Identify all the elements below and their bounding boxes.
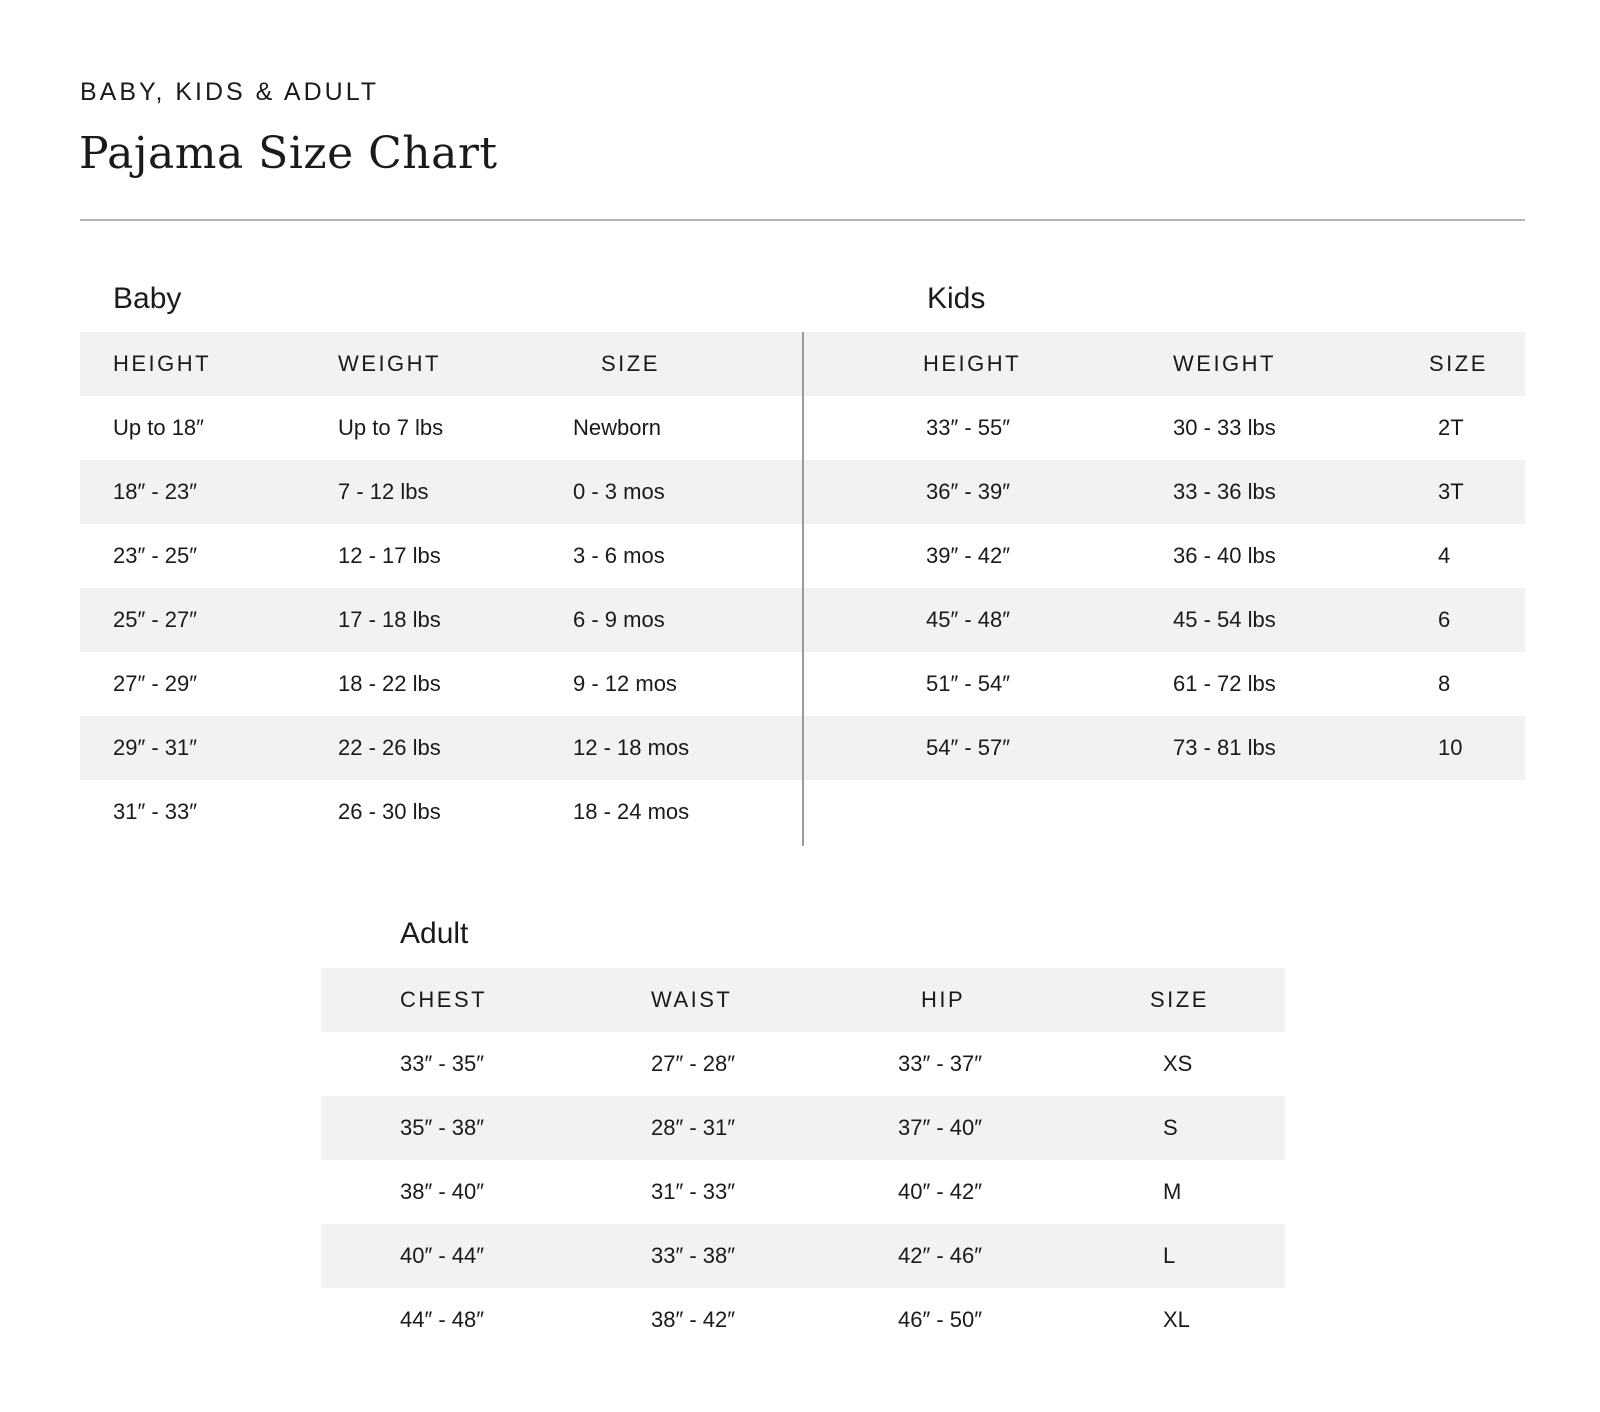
kids-table-cell: 45 - 54 lbs [1173, 607, 1276, 632]
adult-table-cell: 44″ - 48″ [400, 1307, 485, 1332]
kids-table-cell: 39″ - 42″ [926, 543, 1011, 568]
adult-table-cell: XS [1163, 1051, 1193, 1076]
baby-table-row [80, 524, 803, 588]
baby-table-cell: 23″ - 25″ [113, 543, 198, 568]
baby-header-row [80, 332, 803, 396]
adult-table-cell: M [1163, 1179, 1182, 1204]
baby-table-cell: 3 - 6 mos [573, 543, 665, 568]
kids-table-cell: 8 [1438, 671, 1451, 696]
adult-table-row [321, 1096, 1285, 1160]
kids-table-cell: 10 [1438, 735, 1463, 760]
baby-table-cell: 0 - 3 mos [573, 479, 665, 504]
adult-table-cell: L [1163, 1243, 1176, 1268]
kids-header-row [804, 332, 1525, 396]
adult-column-header: CHEST [400, 987, 488, 1012]
baby-table-cell: 17 - 18 lbs [338, 607, 441, 632]
adult-table-cell: 31″ - 33″ [651, 1179, 736, 1204]
adult-size-table [321, 968, 1285, 1352]
kids-table-cell: 36″ - 39″ [926, 479, 1011, 504]
adult-table-cell: 40″ - 42″ [898, 1179, 983, 1204]
kids-table-cell: 6 [1438, 607, 1451, 632]
page-title: Pajama Size Chart [79, 128, 498, 179]
baby-table-cell: 26 - 30 lbs [338, 799, 441, 824]
baby-table-cell: 12 - 18 mos [573, 735, 690, 760]
kids-column-header: HEIGHT [923, 351, 1022, 376]
adult-section-title: Adult [400, 917, 469, 950]
baby-table-row [80, 588, 803, 652]
baby-column-header: SIZE [601, 351, 660, 376]
baby-column-header: HEIGHT [113, 351, 212, 376]
kids-size-table [804, 332, 1525, 780]
baby-size-table [80, 332, 803, 844]
kids-table-cell: 30 - 33 lbs [1173, 415, 1276, 440]
baby-kids-separator [802, 332, 804, 846]
kids-column-header: WEIGHT [1173, 351, 1276, 376]
adult-table-cell: 37″ - 40″ [898, 1115, 983, 1140]
baby-table-cell: 18″ - 23″ [113, 479, 198, 504]
baby-table-cell: Up to 7 lbs [338, 415, 444, 440]
baby-table-row [80, 780, 803, 844]
kids-section-title: Kids [927, 282, 986, 315]
adult-table-cell: 33″ - 35″ [400, 1051, 485, 1076]
baby-table-row [80, 460, 803, 524]
baby-table-cell: 31″ - 33″ [113, 799, 198, 824]
baby-table-cell: 18 - 22 lbs [338, 671, 441, 696]
kids-table-cell: 73 - 81 lbs [1173, 735, 1276, 760]
baby-table-cell: 6 - 9 mos [573, 607, 665, 632]
kids-table-row [804, 716, 1525, 780]
adult-table-row [321, 1288, 1285, 1352]
kids-table-cell: 61 - 72 lbs [1173, 671, 1276, 696]
baby-table-cell: 12 - 17 lbs [338, 543, 441, 568]
adult-table-row [321, 1032, 1285, 1096]
kids-table-row [804, 652, 1525, 716]
adult-table-cell: 42″ - 46″ [898, 1243, 983, 1268]
adult-column-header: SIZE [1150, 987, 1209, 1012]
adult-table-row [321, 1160, 1285, 1224]
adult-table-cell: S [1163, 1115, 1178, 1140]
adult-table-cell: 38″ - 42″ [651, 1307, 736, 1332]
kids-table-cell: 3T [1438, 479, 1464, 504]
kids-table-cell: 33″ - 55″ [926, 415, 1011, 440]
adult-table-cell: 38″ - 40″ [400, 1179, 485, 1204]
baby-table-cell: 25″ - 27″ [113, 607, 198, 632]
baby-table-cell: Up to 18″ [113, 415, 204, 440]
adult-column-header: HIP [921, 987, 966, 1012]
adult-table-cell: 28″ - 31″ [651, 1115, 736, 1140]
baby-table-cell: 9 - 12 mos [573, 671, 677, 696]
baby-table-cell: 7 - 12 lbs [338, 479, 429, 504]
adult-table-cell: 46″ - 50″ [898, 1307, 983, 1332]
kids-table-cell: 45″ - 48″ [926, 607, 1011, 632]
baby-table-row [80, 716, 803, 780]
kids-table-cell: 51″ - 54″ [926, 671, 1011, 696]
adult-header-row [321, 968, 1285, 1032]
kids-table-cell: 54″ - 57″ [926, 735, 1011, 760]
adult-table-cell: XL [1163, 1307, 1190, 1332]
adult-table-cell: 33″ - 37″ [898, 1051, 983, 1076]
baby-table-cell: 29″ - 31″ [113, 735, 198, 760]
kids-table-cell: 4 [1438, 543, 1451, 568]
kids-table-row [804, 588, 1525, 652]
baby-section-title: Baby [113, 282, 182, 315]
kids-table-cell: 2T [1438, 415, 1464, 440]
page-eyebrow: BABY, KIDS & ADULT [80, 78, 380, 106]
baby-table-row [80, 396, 803, 460]
header-divider [80, 219, 1525, 221]
adult-column-header: WAIST [651, 987, 733, 1012]
baby-column-header: WEIGHT [338, 351, 441, 376]
kids-table-cell: 33 - 36 lbs [1173, 479, 1276, 504]
adult-table-cell: 35″ - 38″ [400, 1115, 485, 1140]
adult-table-row [321, 1224, 1285, 1288]
kids-table-row [804, 524, 1525, 588]
kids-table-row [804, 396, 1525, 460]
kids-table-row [804, 460, 1525, 524]
baby-table-cell: 18 - 24 mos [573, 799, 690, 824]
baby-table-cell: 27″ - 29″ [113, 671, 198, 696]
baby-table-cell: Newborn [573, 415, 662, 440]
adult-table-cell: 33″ - 38″ [651, 1243, 736, 1268]
baby-table-cell: 22 - 26 lbs [338, 735, 441, 760]
kids-table-cell: 36 - 40 lbs [1173, 543, 1276, 568]
baby-table-row [80, 652, 803, 716]
adult-table-cell: 40″ - 44″ [400, 1243, 485, 1268]
adult-table-cell: 27″ - 28″ [651, 1051, 736, 1076]
kids-column-header: SIZE [1429, 351, 1488, 376]
